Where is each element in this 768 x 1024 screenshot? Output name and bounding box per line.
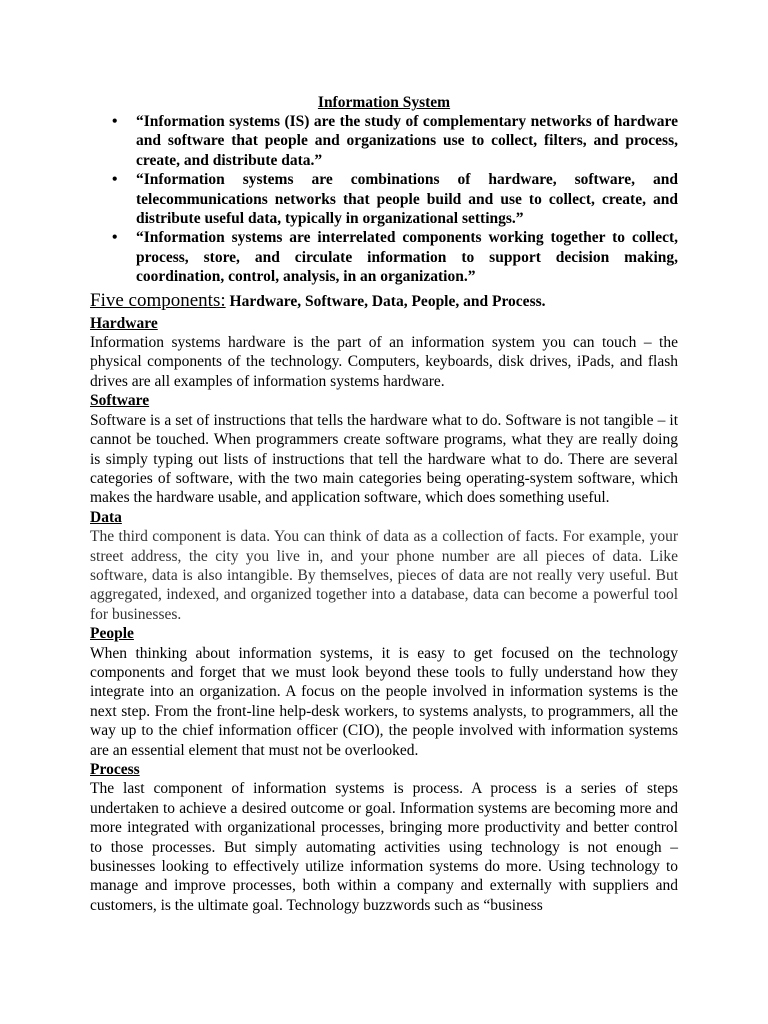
section-paragraph: When thinking about information systems, it is easy to get focused on the technology components and forget that we must look beyond these tools to fully understand how they integrate into an organization. A focus on the people involved in information systems is the next step. From the front-line help-desk workers, to systems analysts, to programmers, all the way up to the chief information officer (CIO), the people involved with information systems are an essential element that must not be overlooked. — [90, 644, 678, 759]
bullet-icon: • — [112, 171, 118, 189]
five-components-label: Five components: — [90, 289, 226, 311]
section-heading: Software — [90, 392, 150, 410]
section-people — [90, 624, 678, 760]
bullet-icon: • — [112, 229, 118, 247]
list-item — [112, 228, 678, 286]
section-heading: Data — [90, 508, 122, 526]
section-data — [90, 508, 678, 624]
five-components-list: Hardware, Software, Data, People, and Process. — [225, 292, 546, 310]
section-software — [90, 391, 678, 507]
section-paragraph: Software is a set of instructions that tells the hardware what to do. Software is not tangible – it cannot be touched. When programmers create software programs, what they are really doing is simply typing out lists of instructions that tell the hardware what to do. There are several categories of software, with the two main categories being operating-system software, which makes the hardware usable, and application software, which does something useful. — [90, 411, 678, 507]
definition-text: “Information systems are combinations of hardware, software, and telecommunications networks that people build and use to collect, create, and distribute useful data, typically in organizational settings.” — [136, 171, 678, 228]
section-hardware — [90, 314, 678, 392]
definitions-list — [90, 112, 678, 287]
section-heading: Process — [90, 761, 140, 778]
section-paragraph: Information systems hardware is the part of an information system you can touch – the physical components of the technology. Computers, keyboards, disk drives, iPads, and flash drives are all examples of information systems hardware. — [90, 334, 678, 390]
list-item — [112, 112, 678, 170]
section-heading: Hardware — [90, 314, 158, 332]
bullet-icon: • — [112, 113, 118, 130]
definition-text: “Information systems are interrelated components working together to collect, process, store, and circulate information to support decision making, coordination, control, analysis, in an organization.” — [136, 229, 678, 286]
five-components-line — [90, 289, 678, 314]
section-heading: People — [90, 625, 134, 643]
page-title: Information System — [317, 94, 451, 111]
definition-text: “Information systems (IS) are the study of complementary networks of hardware and software that people and organizations use to collect, filters, and process, create, and distribute data.” — [136, 113, 678, 169]
list-item — [112, 170, 678, 228]
section-paragraph: The third component is data. You can think of data as a collection of facts. For example, your street address, the city you live in, and your phone number are all pieces of data. Like software, data is also intangible. By themselves, pieces of data are not really very useful. But aggregated, indexed, and organized together into a database, data can become a powerful tool for businesses. — [90, 528, 678, 623]
section-process — [90, 760, 678, 915]
document-page — [90, 93, 678, 915]
section-paragraph: The last component of information systems is process. A process is a series of steps undertaken to achieve a desired outcome or goal. Information systems are becoming more and more integrated with organizational processes, bringing more productivity and better control to those processes. But simply automating activities using technology is not enough – businesses looking to effectively utilize information systems do more. Using technology to manage and improve processes, both within a company and externally with suppliers and customers, is the ultimate goal. Technology buzzwords such as “business — [90, 780, 678, 914]
